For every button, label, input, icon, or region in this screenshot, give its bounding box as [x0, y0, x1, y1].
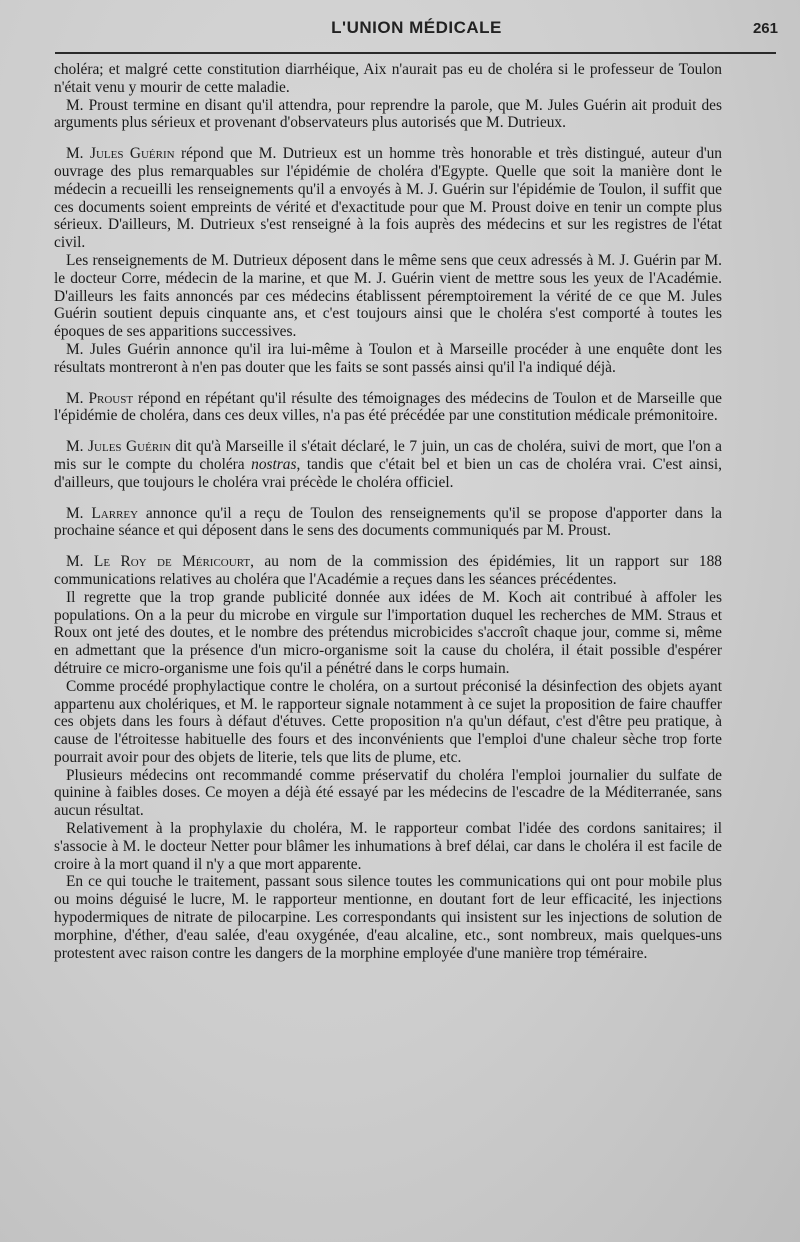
header-rule — [55, 52, 776, 54]
paragraph: M. Proust termine en disant qu'il attendra, pour reprendre la parole, que M. Jules Guérin ait produit des arguments plus sérieux et provenant d'observateurs plus autorisés que M. Dutrieux. — [54, 96, 722, 132]
paragraph: M. Proust répond en répétant qu'il résulte des témoignages des médecins de Toulon et de Marseille que l'épidémie de choléra, dans ces deux villes, n'a pas été précédée par une constitution médicale prémonitoire. — [54, 389, 722, 425]
paragraph: M. Jules Guérin annonce qu'il ira lui-même à Toulon et à Marseille procéder à une enquête dont les résultats montreront à n'en pas douter que les faits se sont passés ainsi qu'il l'a indiqué déjà. — [54, 340, 722, 376]
paragraph: M. Le Roy de Méricourt, au nom de la commission des épidémies, lit un rapport sur 188 communications relatives au choléra que l'Académie a reçues dans les séances précédentes. — [54, 553, 722, 588]
speaker-name: M. Larrey — [66, 504, 139, 522]
paragraph: M. Larrey annonce qu'il a reçu de Toulon des renseignements qu'il se propose d'apporter dans la prochaine séance et qui déposent dans le sens des documents communiqués par M. Proust. — [54, 504, 722, 540]
paragraph: M. Jules Guérin répond que M. Dutrieux est un homme très honorable et très distingué, auteur d'un ouvrage des plus remarquables sur l'épidémie de choléra d'Egypte. Quelle que soit la manière dont le médecin a recueilli les renseignements qu'il a envoyés à M. J. Guérin sur l'épidémie de Toulon, il suffit que ces documents soient empreints de vérité et d'exactitude pour que M. Proust doive en tenir un compte plus sérieux. D'ailleurs, M. Dutrieux s'est renseigné à la fois auprès des médecins et sur les registres de l'état civil. — [54, 145, 722, 252]
paragraph: Il regrette que la trop grande publicité donnée aux idées de M. Koch ait contribué à affoler les populations. On a la peur du microbe en virgule sur l'importation duquel les recherches de MM. Straus et Roux ont jeté des doutes, et le nombre des prétendus microbicides s'accroît chaque jour, comme si, même en admettant que la présence d'un micro-organisme soit la cause du choléra, il était possible d'espérer détruire ce micro-organisme une fois qu'il a pénétré dans le corps humain. — [54, 588, 722, 677]
speaker-name: M. Proust — [66, 389, 134, 407]
paragraph: En ce qui touche le traitement, passant sous silence toutes les communications qui ont pour mobile plus ou moins déguisé le lucre, M. le rapporteur mentionne, en doutant fort de leur efficacité, les injections hypodermiques de nitrate de pilocarpine. Les correspondants qui insistent sur les injections de solution de morphine, d'éther, d'eau salée, d'eau oxygénée, d'eau alcaline, etc., sont nombreux, mais quelques-uns protestent avec raison contre les dangers de la morphine employée d'une manière trop téméraire. — [54, 873, 722, 962]
paragraph: choléra; et malgré cette constitution diarrhéique, Aix n'aurait pas eu de choléra si le professeur de Toulon n'était venu y mourir de cette maladie. — [54, 61, 722, 96]
body-text — [54, 61, 722, 962]
running-header — [55, 14, 778, 44]
paragraph: Relativement à la prophylaxie du choléra, M. le rapporteur combat l'idée des cordons sanitaires; il s'associe à M. le docteur Netter pour blâmer les inhumations à bref délai, car dans le choléra il est facile de croire à la mort quand il n'y a que mort apparente. — [54, 820, 722, 873]
speaker-name: M. Jules Guérin — [66, 145, 175, 163]
paragraph: Les renseignements de M. Dutrieux déposent dans le même sens que ceux adressés à M. J. Guérin par M. le docteur Corre, médecin de la marine, et que M. J. Guérin vient de mettre sous les yeux de l'Académie. D'ailleurs les faits annoncés par ces médecins établissent péremptoirement la vérité de ce que M. Jules Guérin soutient depuis cinquante ans, et c'est toujours ainsi que le choléra s'est comporté à toutes les époques de ses apparitions successives. — [54, 251, 722, 341]
journal-title: L'UNION MÉDICALE — [331, 18, 502, 37]
page-number: 261 — [752, 20, 778, 37]
paragraph: Comme procédé prophylactique contre le choléra, on a surtout préconisé la désinfection des objets ayant appartenu aux cholériques, et M. le rapporteur signale notamment à ce sujet la proposition de faire chauffer ces objets dans les fours à défaut d'étuves. Cette proposition n'a qu'un défaut, c'est d'être peu pratique, à cause de l'étroitesse habituelle des fours et des inconvénients que l'emploi d'une chaleur sèche trop forte pourrait avoir pour des objets de literie, tels que lits de plume, etc. — [54, 677, 722, 766]
paragraph: M. Jules Guérin dit qu'à Marseille il s'était déclaré, le 7 juin, un cas de choléra, suivi de mort, que l'on a mis sur le compte du choléra nostras, tandis que c'était bel et bien un cas de choléra vrai. C'est ainsi, d'ailleurs, que toujours le choléra vrai précède le choléra officiel. — [54, 438, 722, 491]
paragraph: Plusieurs médecins ont recommandé comme préservatif du choléra l'emploi journalier du sulfate de quinine à faibles doses. Ce moyen a déjà été essayé par les médecins de l'escadre de la Méditerranée, sans aucun résultat. — [54, 766, 722, 820]
speaker-name: M. Le Roy de Méricourt — [66, 553, 251, 571]
speaker-name: M. Jules Guérin — [66, 438, 171, 456]
